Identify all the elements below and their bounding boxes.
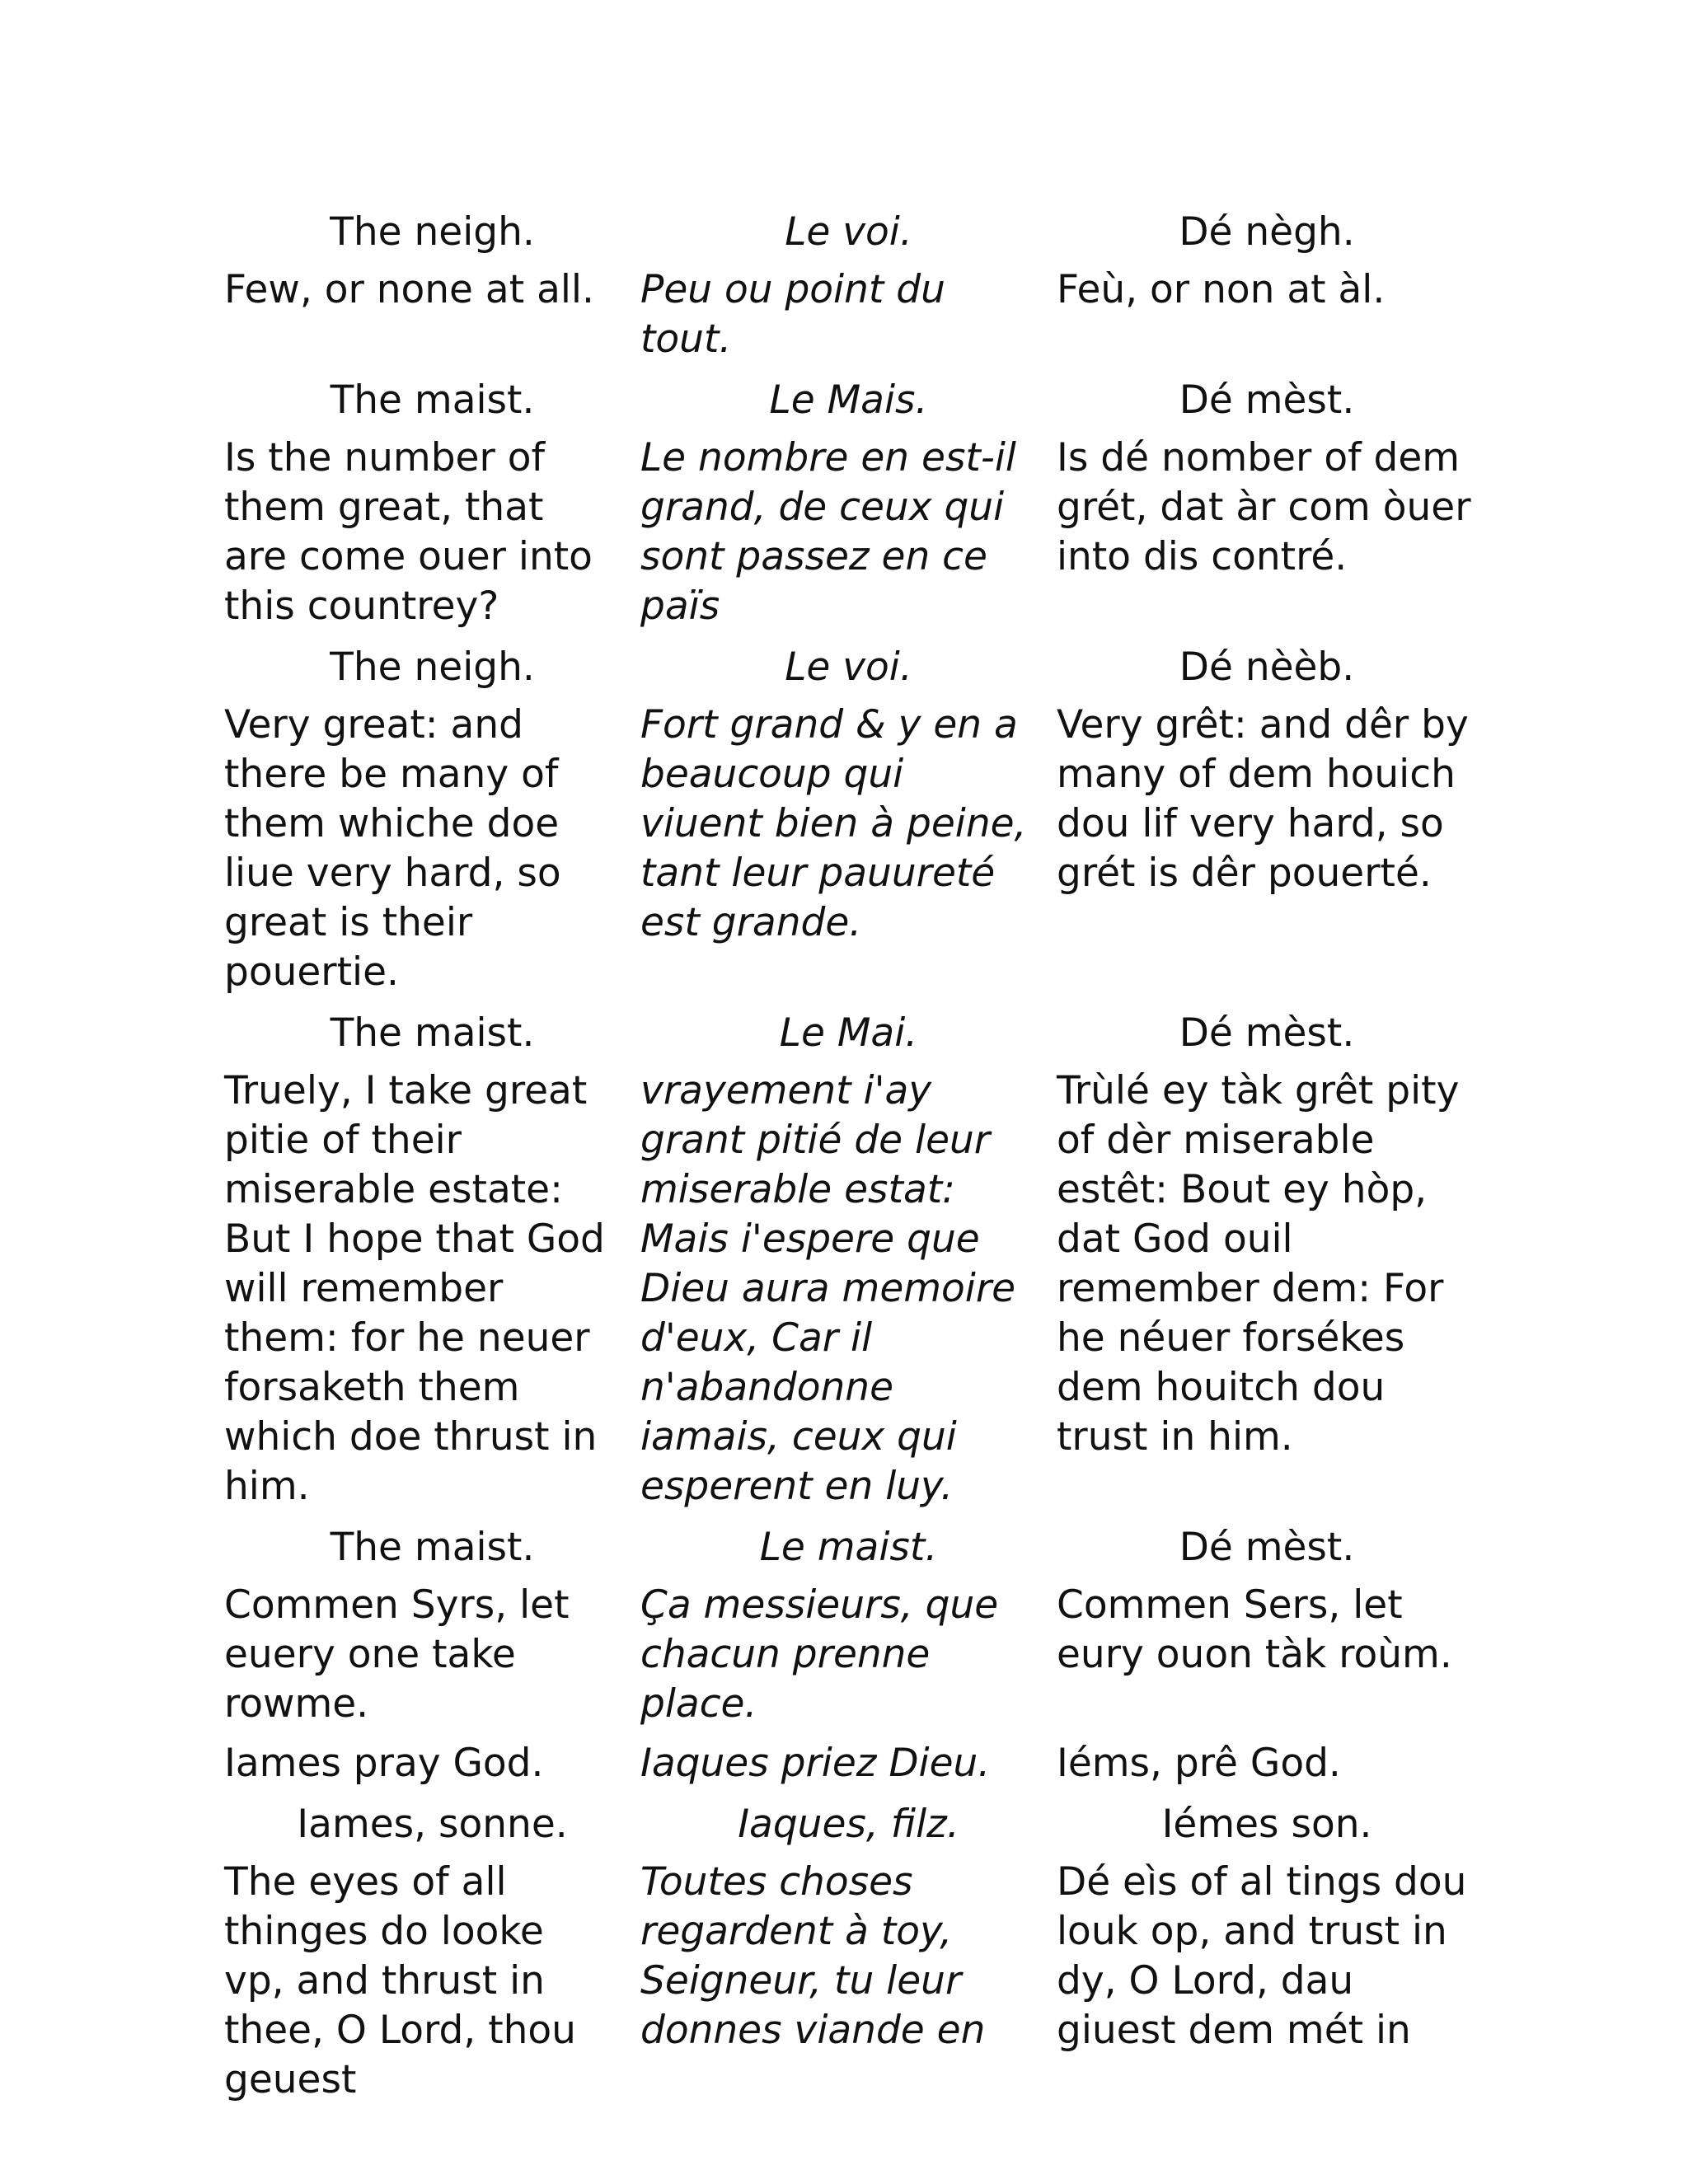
french-cell: Le Mai.: [779, 1010, 918, 1056]
french-cell: Iaques priez Dieu.: [640, 1741, 991, 1786]
phonetic-cell: Dé mèst.: [1179, 1010, 1355, 1056]
french-cell: Le voi.: [785, 644, 912, 690]
english-cell: Iames pray God.: [224, 1741, 544, 1786]
english-cell: The neigh.: [330, 209, 535, 255]
english-cell: The maist.: [330, 1010, 535, 1056]
phonetic-cell: Iéms, prê God.: [1057, 1741, 1341, 1786]
speaker-row: [224, 1521, 1477, 1581]
french-cell: Le nombre en est-il grand, de ceux qui sont passez en ce païs: [640, 435, 1016, 629]
english-cell: Iames, sonne.: [297, 1802, 568, 1847]
phonetic-cell: Is dé nomber of dem grét, dat àr com òuer into dis contré.: [1057, 435, 1471, 579]
phonetic-cell: Commen Sers, let eury ouon tàk roùm.: [1057, 1582, 1452, 1677]
phonetic-cell: Dé mèst.: [1179, 1525, 1355, 1570]
trilingual-dialogue-table: [224, 206, 1477, 2115]
speech-row: [224, 1739, 1477, 1798]
english-cell: Few, or none at all.: [224, 267, 594, 312]
phonetic-cell: Dé mèst.: [1179, 377, 1355, 423]
speech-row: [224, 1066, 1477, 1521]
phonetic-cell: Feù, or non at àl.: [1057, 267, 1386, 312]
french-cell: Le Mais.: [769, 377, 928, 423]
english-cell: The eyes of all thinges do looke vp, and thrust in thee, O Lord, thou geuest: [224, 1859, 576, 2102]
speech-row: [224, 1581, 1477, 1739]
english-cell: The neigh.: [330, 644, 535, 690]
french-cell: Ça messieurs, que chacun prenne place.: [640, 1582, 999, 1727]
phonetic-cell: Dé eìs of al tings dou louk op, and trust in dy, O Lord, dau giuest dem mét in: [1057, 1859, 1467, 2053]
phonetic-cell: Trùlé ey tàk grêt pity of dèr miserable estêt: Bout ey hòp, dat God ouil remember dem: For he néuer forsékes dem houitch dou trust in him.: [1057, 1068, 1460, 1460]
speaker-row: [224, 1798, 1477, 1858]
french-cell: Iaques, filz.: [738, 1802, 959, 1847]
speaker-row: [224, 641, 1477, 701]
french-cell: Le maist.: [759, 1525, 938, 1570]
french-cell: Toutes choses regardent à toy, Seigneur, tu leur donnes viande en: [640, 1859, 986, 2053]
french-cell: vrayement i'ay grant pitié de leur miserable estat: Mais i'espere que Dieu aura memoire d'eux, Car il n'abandonne iamais, ceux qui esperent en luy.: [640, 1068, 1016, 1509]
phonetic-cell: Very grêt: and dêr by many of dem houich dou lif very hard, so grét is dêr pouerté.: [1057, 702, 1469, 896]
speech-row: [224, 1858, 1477, 2115]
speech-row: [224, 434, 1477, 641]
french-cell: Fort grand & y en a beaucoup qui viuent bien à peine, tant leur pauureté est grande.: [640, 702, 1027, 945]
speaker-row: [224, 374, 1477, 434]
french-cell: Peu ou point du tout.: [640, 267, 945, 362]
english-cell: Commen Syrs, let euery one take rowme.: [224, 1582, 570, 1727]
phonetic-cell: Iémes son.: [1161, 1802, 1372, 1847]
english-cell: Is the number of them great, that are come ouer into this countrey?: [224, 435, 593, 629]
french-cell: Le voi.: [785, 209, 912, 255]
phonetic-cell: Dé nègh.: [1179, 209, 1355, 255]
english-cell: The maist.: [330, 1525, 535, 1570]
document-page: [224, 206, 1477, 2115]
speaker-row: [224, 1007, 1477, 1066]
english-cell: Truely, I take great pitie of their miserable estate: But I hope that God will remember them: for he neuer forsaketh them which doe thrust in him.: [224, 1068, 605, 1509]
speech-row: [224, 701, 1477, 1007]
speaker-row: [224, 206, 1477, 265]
english-cell: The maist.: [330, 377, 535, 423]
speech-row: [224, 265, 1477, 374]
english-cell: Very great: and there be many of them whiche doe liue very hard, so great is their pouertie.: [224, 702, 561, 995]
phonetic-cell: Dé nèèb.: [1179, 644, 1355, 690]
